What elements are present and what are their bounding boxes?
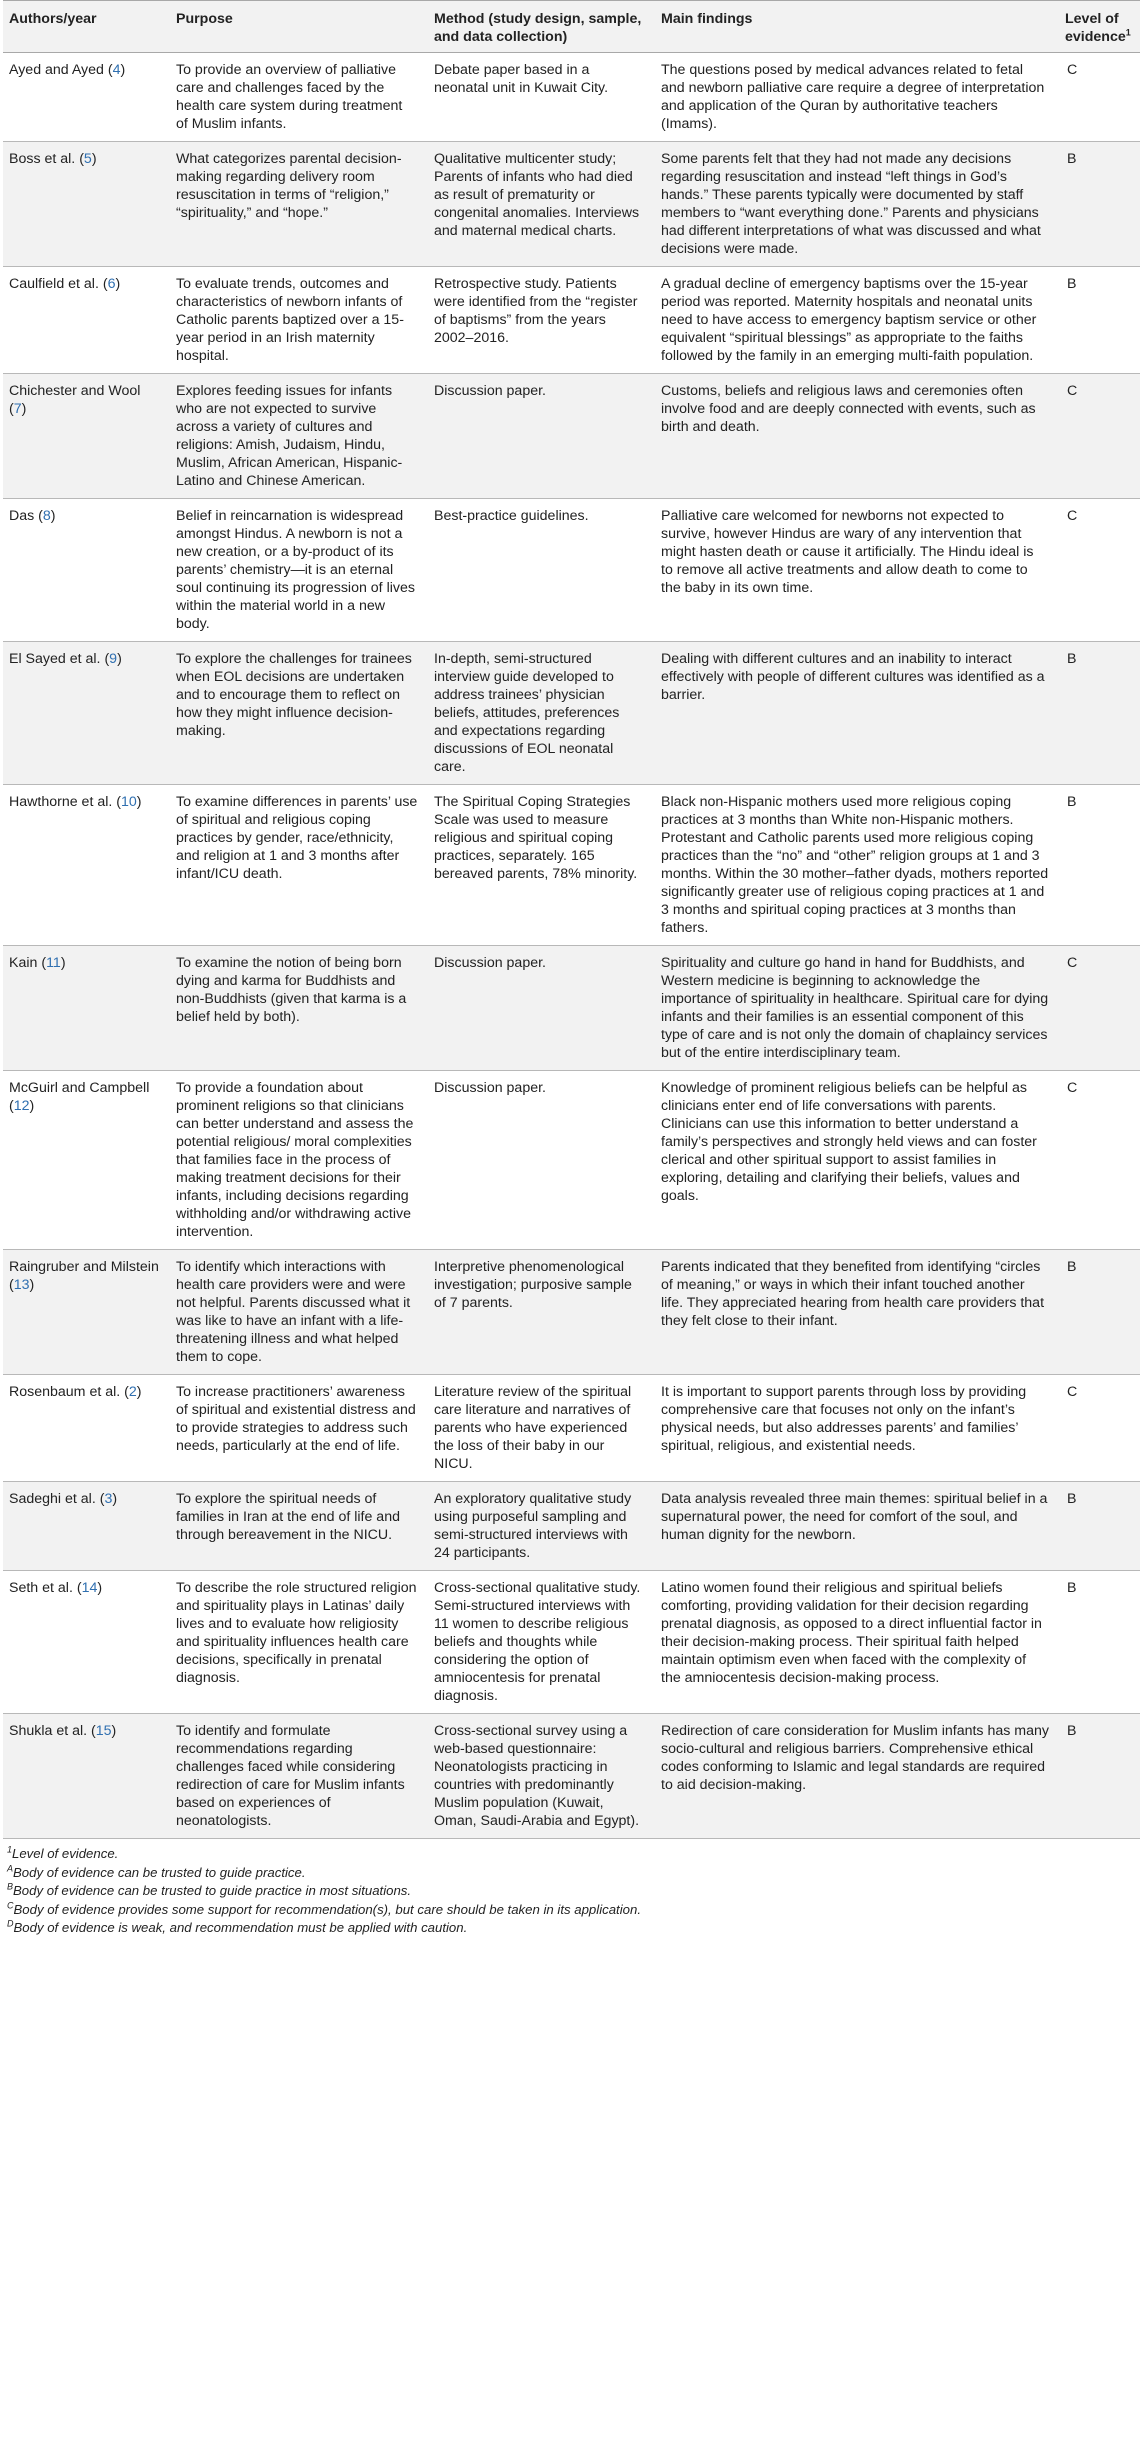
- cell-method: Best-practice guidelines.: [428, 499, 655, 642]
- cell-method: Literature review of the spiritual care literature and narratives of parents who have experienced the loss of their baby in our NICU.: [428, 1375, 655, 1482]
- cell-author: Chichester and Wool (7): [3, 374, 170, 499]
- reference-link[interactable]: 12: [13, 1098, 30, 1114]
- reference-link[interactable]: 10: [120, 794, 137, 810]
- table-row: [3, 1071, 1140, 1250]
- reference-link[interactable]: 14: [81, 1580, 98, 1596]
- cell-level: B: [1059, 267, 1140, 374]
- cell-author: El Sayed et al. (9): [3, 642, 170, 785]
- header-level-footnote-mark: 1: [1125, 27, 1131, 38]
- cell-method: In-depth, semi-structured interview guide developed to address trainees’ physician beliefs, attitudes, preferences and expectations regarding discussions of EOL neonatal care.: [428, 642, 655, 785]
- footnote-mark: 1: [7, 1844, 13, 1855]
- author-name: Ayed and Ayed: [9, 62, 104, 78]
- cell-purpose: To evaluate trends, outcomes and characteristics of newborn infants of Catholic parents baptized over a 15-year period in an Irish maternity hospital.: [170, 267, 428, 374]
- cell-level: C: [1059, 1375, 1140, 1482]
- cell-findings: Dealing with different cultures and an inability to interact effectively with people of different cultures was identified as a barrier.: [655, 642, 1059, 785]
- cell-findings: It is important to support parents through loss by providing comprehensive care that focuses not only on the infant’s physical needs, but also addresses parents’ and families’ spiritual, religious, and existential needs.: [655, 1375, 1059, 1482]
- cell-purpose: What categorizes parental decision-making regarding delivery room resuscitation in terms of “religion,” “spirituality,” and “hope.”: [170, 142, 428, 267]
- table-row: [3, 499, 1140, 642]
- cell-author: Ayed and Ayed (4): [3, 53, 170, 142]
- cell-method: Interpretive phenomenological investigation; purposive sample of 7 parents.: [428, 1250, 655, 1375]
- cell-findings: Redirection of care consideration for Muslim infants has many socio-cultural and religious barriers. Comprehensive ethical codes conforming to Islamic and legal standards are required to aid decision-making.: [655, 1714, 1059, 1839]
- cell-author: Hawthorne et al. (10): [3, 785, 170, 946]
- author-name: Seth et al.: [9, 1580, 73, 1596]
- cell-findings: Customs, beliefs and religious laws and ceremonies often involve food and are deeply connected with events, such as birth and death.: [655, 374, 1059, 499]
- cell-purpose: To examine differences in parents’ use of spiritual and religious coping practices by gender, race/ethnicity, and religion at 1 and 3 months after infant/ICU death.: [170, 785, 428, 946]
- cell-author: Caulfield et al. (6): [3, 267, 170, 374]
- cell-author: Shukla et al. (15): [3, 1714, 170, 1839]
- author-name: Hawthorne et al.: [9, 794, 113, 810]
- table-row: [3, 1482, 1140, 1571]
- table-row: [3, 374, 1140, 499]
- cell-purpose: To examine the notion of being born dying and karma for Buddhists and non-Buddhists (given that karma is a belief held by both).: [170, 946, 428, 1071]
- cell-level: B: [1059, 642, 1140, 785]
- cell-level: C: [1059, 53, 1140, 142]
- footnote-text: Body of evidence can be trusted to guide practice.: [13, 1864, 306, 1880]
- cell-method: Discussion paper.: [428, 946, 655, 1071]
- cell-findings: Knowledge of prominent religious beliefs can be helpful as clinicians enter end of life conversations with parents. Clinicians can use this information to better understand a family’s perspectives and strongly held views and can foster clerical and other spiritual support to assist families in exploring, detailing and clarifying their beliefs, values and goals.: [655, 1071, 1059, 1250]
- reference-link[interactable]: 13: [13, 1277, 30, 1293]
- cell-method: Cross-sectional qualitative study. Semi-structured interviews with 11 women to describe religious beliefs and thoughts while considering the option of amniocentesis for prenatal diagnosis.: [428, 1571, 655, 1714]
- cell-findings: Palliative care welcomed for newborns not expected to survive, however Hindus are wary of any intervention that might hasten death or cause it artificially. The Hindu ideal is to remove all active treatments and allow death to come to the baby in its own time.: [655, 499, 1059, 642]
- cell-level: C: [1059, 946, 1140, 1071]
- footnote-line: [7, 1864, 1136, 1883]
- cell-purpose: To provide an overview of palliative care and challenges faced by the health care system during treatment of Muslim infants.: [170, 53, 428, 142]
- cell-purpose: To explore the spiritual needs of families in Iran at the end of life and through bereavement in the NICU.: [170, 1482, 428, 1571]
- table-row: [3, 1571, 1140, 1714]
- table-row: [3, 1250, 1140, 1375]
- footnote-line: [7, 1845, 1136, 1864]
- cell-findings: Latino women found their religious and spiritual beliefs comforting, providing validation for their decision regarding prenatal diagnosis, as opposed to a direct influential factor in their decision-making process. Their spiritual faith helped maintain optimism even when faced with the complexity of the amniocentesis decision-making process.: [655, 1571, 1059, 1714]
- author-name: Sadeghi et al.: [9, 1491, 96, 1507]
- cell-method: Discussion paper.: [428, 374, 655, 499]
- cell-author: Rosenbaum et al. (2): [3, 1375, 170, 1482]
- cell-author: Das (8): [3, 499, 170, 642]
- reference-link[interactable]: 15: [95, 1723, 112, 1739]
- author-name: Chichester and Wool: [9, 383, 141, 399]
- footnote-text: Level of evidence.: [12, 1846, 119, 1861]
- cell-level: C: [1059, 374, 1140, 499]
- footnote-mark: D: [7, 1918, 14, 1929]
- table-body: [3, 53, 1140, 1839]
- reference-link[interactable]: 2: [128, 1384, 137, 1400]
- cell-level: B: [1059, 1714, 1140, 1839]
- cell-author: Sadeghi et al. (3): [3, 1482, 170, 1571]
- footnote-line: [7, 1919, 1136, 1938]
- author-name: Caulfield et al.: [9, 276, 99, 292]
- footnote-text: Body of evidence is weak, and recommendation must be applied with caution.: [13, 1920, 468, 1935]
- cell-purpose: Explores feeding issues for infants who are not expected to survive across a variety of cultures and religions: Amish, Judaism, Hindu, Muslim, African American, Hispanic-Latino and Chinese American.: [170, 374, 428, 499]
- table-row: [3, 785, 1140, 946]
- cell-method: Retrospective study. Patients were identified from the “register of baptisms” from the years 2002–2016.: [428, 267, 655, 374]
- cell-purpose: To provide a foundation about prominent religions so that clinicians can better understand and assess the potential religious/ moral complexities that families face in the process of making treatment decisions for their infants, including decisions regarding withholding and/or withdrawing active intervention.: [170, 1071, 428, 1250]
- table-footnotes: [3, 1839, 1140, 1938]
- table-row: [3, 946, 1140, 1071]
- reference-link[interactable]: 11: [46, 955, 61, 971]
- reference-link[interactable]: 6: [107, 276, 116, 292]
- cell-method: The Spiritual Coping Strategies Scale was used to measure religious and spiritual coping practices, separately. 165 bereaved parents, 78% minority.: [428, 785, 655, 946]
- cell-level: B: [1059, 785, 1140, 946]
- reference-link[interactable]: 7: [13, 401, 22, 417]
- cell-author: Raingruber and Milstein (13): [3, 1250, 170, 1375]
- cell-findings: Parents indicated that they benefited from identifying “circles of meaning,” or ways in which their infant touched another life. They appreciated hearing from health care providers that they felt close to their infant.: [655, 1250, 1059, 1375]
- author-name: Kain: [9, 955, 38, 971]
- cell-level: B: [1059, 1482, 1140, 1571]
- cell-method: Cross-sectional survey using a web-based questionnaire: Neonatologists practicing in countries with predominantly Muslim population (Kuwait, Oman, Saudi-Arabia and Egypt).: [428, 1714, 655, 1839]
- author-name: Das: [9, 508, 35, 524]
- footnote-text: Body of evidence provides some support for recommendation(s), but care should be taken in its application.: [13, 1901, 641, 1917]
- footnote-line: [7, 1901, 1136, 1920]
- cell-level: C: [1059, 499, 1140, 642]
- cell-author: McGuirl and Campbell (12): [3, 1071, 170, 1250]
- author-name: McGuirl and Campbell: [9, 1080, 150, 1096]
- reference-link[interactable]: 5: [83, 151, 92, 167]
- header-level: Level of evidence$^1$: [1059, 1, 1140, 53]
- header-author: Authors/year: [3, 1, 170, 53]
- cell-purpose: To describe the role structured religion and spirituality plays in Latinas’ daily lives and to evaluate how religiosity and spirituality influences health care decisions, specifically in prenatal diagnosis.: [170, 1571, 428, 1714]
- cell-level: C: [1059, 1071, 1140, 1250]
- cell-method: Qualitative multicenter study; Parents of infants who had died as result of prematurity or congenital anomalies. Interviews and maternal medical charts.: [428, 142, 655, 267]
- evidence-table: [3, 0, 1140, 1839]
- reference-link[interactable]: 9: [109, 651, 118, 667]
- cell-purpose: To explore the challenges for trainees when EOL decisions are undertaken and to encourage them to reflect on how they might influence decision-making.: [170, 642, 428, 785]
- cell-findings: Spirituality and culture go hand in hand for Buddhists, and Western medicine is beginning to acknowledge the importance of spirituality in healthcare. Spiritual care for dying infants and their families is an essential component of this type of care and is not only the domain of chaplaincy services but of the entire interdisciplinary team.: [655, 946, 1059, 1071]
- table-row: [3, 142, 1140, 267]
- table-row: [3, 53, 1140, 142]
- cell-method: Discussion paper.: [428, 1071, 655, 1250]
- cell-findings: A gradual decline of emergency baptisms over the 15-year period was reported. Maternity hospitals and neonatal units need to have access to emergency baptism service or other equivalent “spiritual blessings” as appropriate to the faiths followed by the family in an emerging multi-faith population.: [655, 267, 1059, 374]
- cell-purpose: To identify and formulate recommendations regarding challenges faced while considering redirection of care for Muslim infants based on experiences of neonatologists.: [170, 1714, 428, 1839]
- author-name: Raingruber and Milstein: [9, 1259, 159, 1275]
- cell-findings: Black non-Hispanic mothers used more religious coping practices at 3 months than White non-Hispanic mothers. Protestant and Catholic parents used more religious coping practices than the “no” and “other” religion groups at 1 and 3 months. Within the 30 mother–father dyads, mothers reported significantly greater use of religious coping practices at 1 and 3 months and spiritual coping practices at 3 months than fathers.: [655, 785, 1059, 946]
- cell-findings: Data analysis revealed three main themes: spiritual belief in a supernatural power, the need for comfort of the soul, and human dignity for the newborn.: [655, 1482, 1059, 1571]
- cell-method: An exploratory qualitative study using purposeful sampling and semi-structured interviews with 24 participants.: [428, 1482, 655, 1571]
- reference-link[interactable]: 4: [112, 62, 121, 78]
- table-row: [3, 642, 1140, 785]
- footnote-line: [7, 1882, 1136, 1901]
- cell-purpose: To identify which interactions with health care providers were and were not helpful. Parents discussed what it was like to have an infant with a life-threatening illness and what helped them to cope.: [170, 1250, 428, 1375]
- cell-purpose: Belief in reincarnation is widespread amongst Hindus. A newborn is not a new creation, or a by-product of its parents’ chemistry—it is an eternal soul continuing its progression of lives within the material world in a new body.: [170, 499, 428, 642]
- cell-method: Debate paper based in a neonatal unit in Kuwait City.: [428, 53, 655, 142]
- cell-purpose: To increase practitioners’ awareness of spiritual and existential distress and to provide strategies to address such needs, particularly at the end of life.: [170, 1375, 428, 1482]
- cell-author: Boss et al. (5): [3, 142, 170, 267]
- table-header-row: [3, 1, 1140, 53]
- cell-findings: Some parents felt that they had not made any decisions regarding resuscitation and instead “left things in God’s hands.” These parents typically were documented by staff members to “want everything done.” Parents and physicians had different interpretations of what was discussed and what decisions were made.: [655, 142, 1059, 267]
- reference-link[interactable]: 8: [42, 508, 51, 524]
- header-purpose: Purpose: [170, 1, 428, 53]
- footnote-mark: B: [7, 1881, 14, 1892]
- table-row: [3, 1375, 1140, 1482]
- cell-level: B: [1059, 142, 1140, 267]
- footnote-text: Body of evidence can be trusted to guide practice in most situations.: [13, 1883, 412, 1898]
- cell-level: B: [1059, 1571, 1140, 1714]
- cell-level: B: [1059, 1250, 1140, 1375]
- cell-author: Seth et al. (14): [3, 1571, 170, 1714]
- table-row: [3, 1714, 1140, 1839]
- cell-findings: The questions posed by medical advances related to fetal and newborn palliative care require a degree of interpretation and application of the Quran by authoritative teachers (Imams).: [655, 53, 1059, 142]
- table-row: [3, 267, 1140, 374]
- reference-link[interactable]: 3: [104, 1491, 113, 1507]
- author-name: Boss et al.: [9, 151, 76, 167]
- footnote-mark: A: [7, 1863, 14, 1874]
- footnote-mark: C: [7, 1900, 14, 1911]
- header-method: Method (study design, sample, and data collection): [428, 1, 655, 53]
- cell-author: Kain (11): [3, 946, 170, 1071]
- header-findings: Main findings: [655, 1, 1059, 53]
- author-name: Rosenbaum et al.: [9, 1384, 121, 1400]
- author-name: Shukla et al.: [9, 1723, 88, 1739]
- author-name: El Sayed et al.: [9, 651, 101, 667]
